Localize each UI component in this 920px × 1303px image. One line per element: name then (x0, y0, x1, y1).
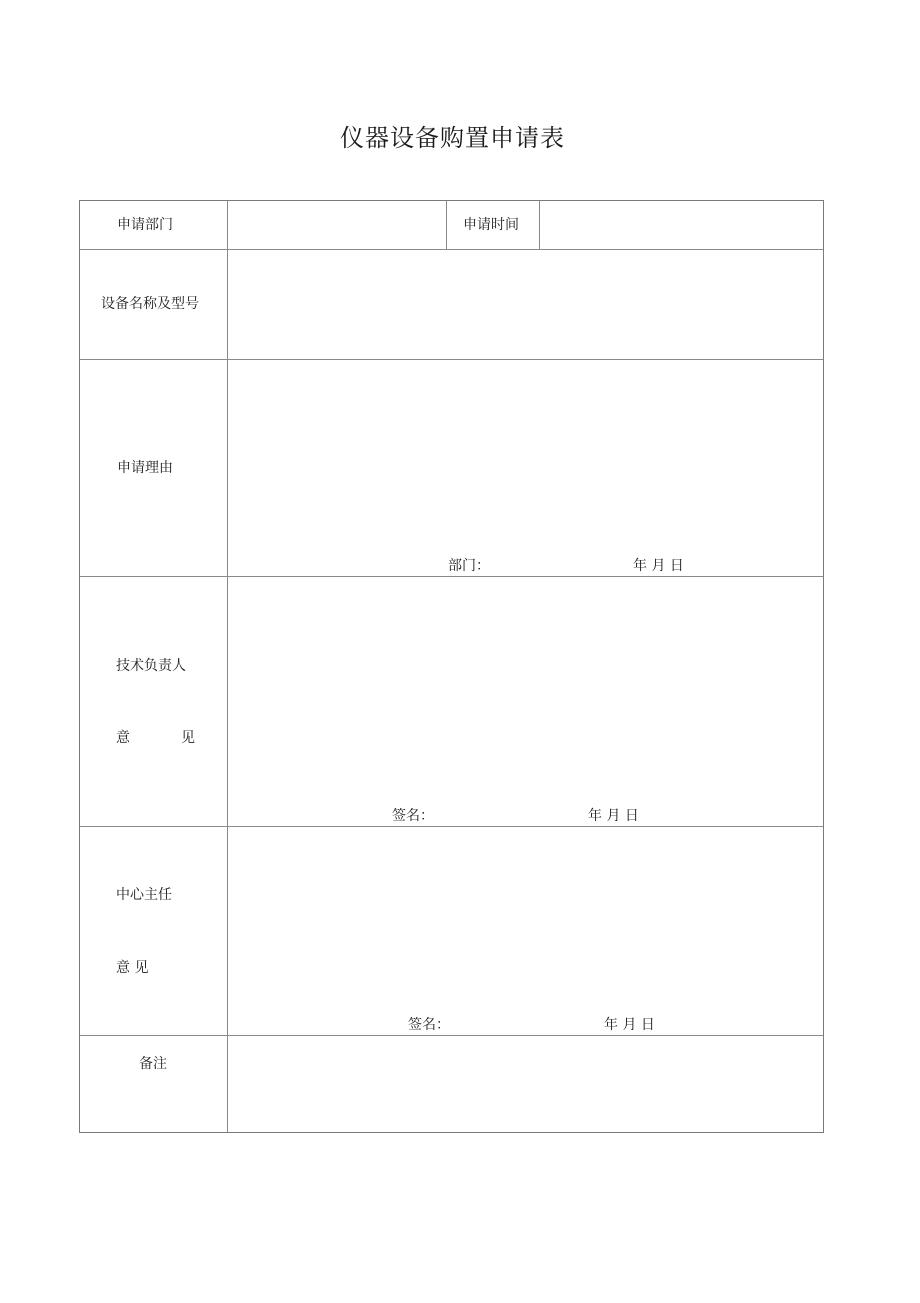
tech-opinion-field[interactable] (230, 579, 820, 799)
equipment-field[interactable] (230, 252, 820, 357)
reason-dept-label: 部门： (448, 558, 490, 574)
tech-lead-label: 技术负责人 (116, 658, 186, 674)
equipment-label: 设备名称及型号 (101, 296, 199, 312)
tech-date-label: 年 月 日 (588, 808, 639, 824)
tech-opinion-label-b: 见 (181, 730, 195, 746)
reason-field[interactable] (230, 362, 820, 542)
reason-date-label: 年 月 日 (633, 558, 684, 574)
row-divider (80, 249, 823, 250)
director-date-label: 年 月 日 (604, 1017, 655, 1033)
row-divider (80, 576, 823, 577)
remarks-field[interactable] (230, 1038, 820, 1130)
director-opinion-label: 意 见 (116, 960, 149, 976)
row-divider (80, 826, 823, 827)
remarks-label: 备注 (139, 1056, 167, 1072)
row-divider (80, 359, 823, 360)
page-title: 仪器设备购置申请表 (340, 124, 565, 152)
tech-sign-label: 签名： (392, 808, 434, 824)
dept-field[interactable] (230, 203, 444, 247)
tech-opinion-label-a: 意 (116, 730, 130, 746)
director-opinion-field[interactable] (230, 829, 820, 1009)
director-label: 中心主任 (116, 887, 172, 903)
time-field[interactable] (542, 203, 822, 247)
column-divider (539, 201, 540, 249)
reason-label: 申请理由 (117, 460, 173, 476)
application-form-table (79, 200, 824, 1133)
director-sign-label: 签名： (408, 1017, 450, 1033)
column-divider (227, 201, 228, 1132)
dept-label: 申请部门 (117, 217, 173, 233)
time-label: 申请时间 (463, 217, 519, 233)
column-divider (446, 201, 447, 249)
row-divider (80, 1035, 823, 1036)
